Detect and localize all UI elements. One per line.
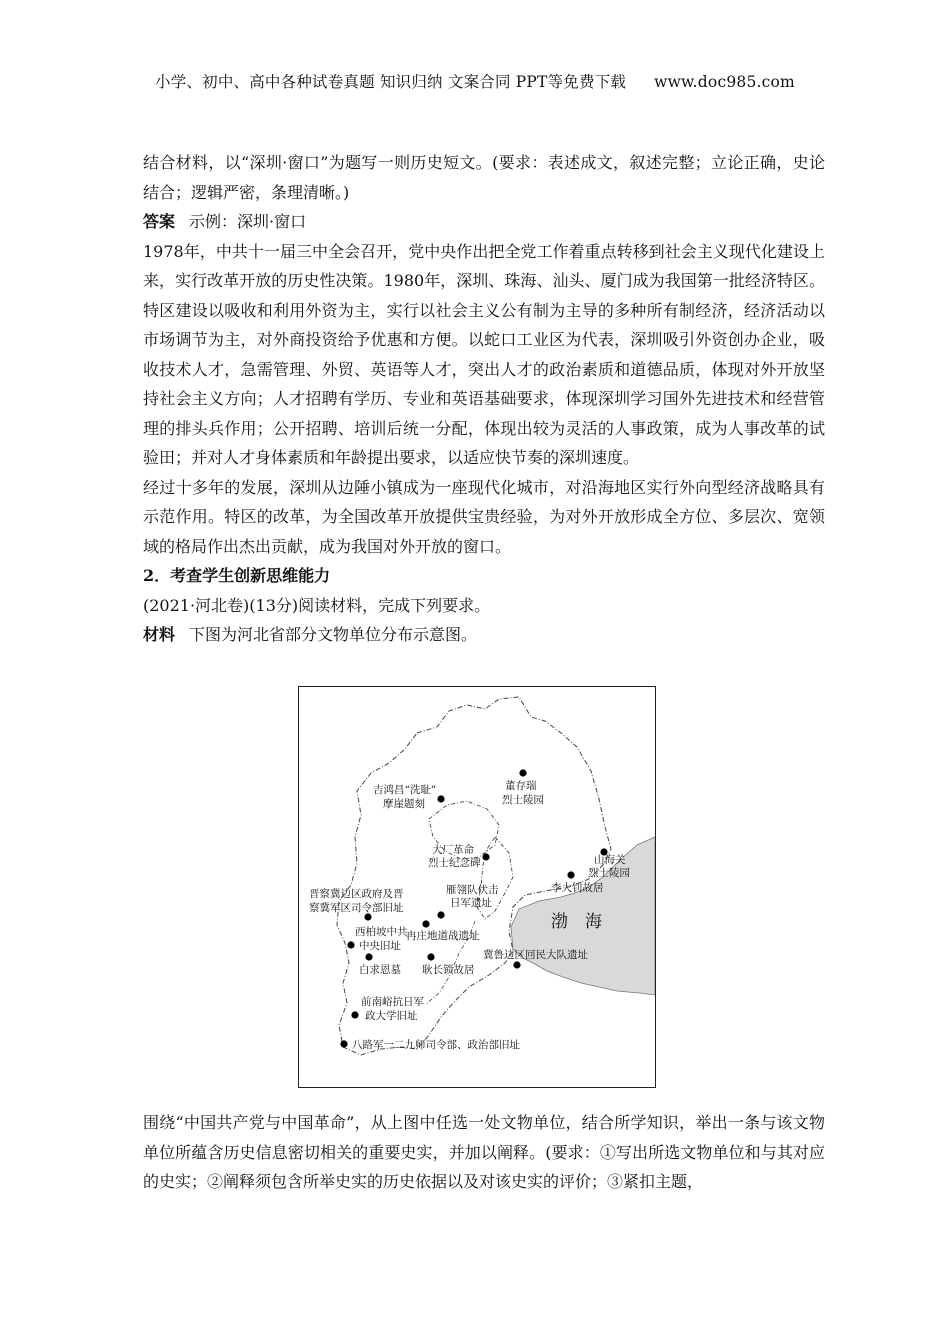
answer-line xyxy=(143,207,825,237)
material-label: 材料 xyxy=(143,625,176,644)
site-label: 吉鸿昌“洗耻” xyxy=(373,784,437,796)
site-label: 前南峪抗日军 xyxy=(361,996,424,1008)
site-label: 董存瑞 xyxy=(505,780,537,792)
site-label: 耿长锁故居 xyxy=(422,964,475,976)
material-line xyxy=(143,620,825,650)
site-label: 冉庄地道战遗址 xyxy=(406,930,480,942)
site-jincha[interactable] xyxy=(309,887,404,921)
question2-heading: 2．考查学生创新思维能力 xyxy=(143,566,331,585)
site-baiqiuen[interactable] xyxy=(359,953,401,976)
site-label: 日军遗址 xyxy=(450,897,492,909)
site-qiannanyu[interactable] xyxy=(351,995,424,1022)
site-yanling[interactable] xyxy=(437,883,499,919)
main-content xyxy=(143,148,825,650)
site-label: 政大学旧址 xyxy=(365,1010,418,1022)
site-label: 八路军一二九师司令部、政治部旧址 xyxy=(352,1039,520,1051)
site-balujun[interactable] xyxy=(340,1038,520,1051)
page-header xyxy=(0,70,950,92)
site-label: 雁翎队伏击 xyxy=(446,884,499,896)
question2-prompt: 围绕“中国共产党与中国革命”，从上图中任选一处文物单位，结合所学知识，举出一条与该文物单位所蕴含历史信息密切相关的重要史实，并加以阐释。(要求：①写出所选文物单位和与其对应的史实；②阐释须包含所举史实的历史依据以及对该史实的评价；③紧扣主题， xyxy=(143,1113,825,1191)
site-label: 大厂革命 xyxy=(432,844,474,856)
answer-title: 示例：深圳·窗口 xyxy=(189,212,307,231)
hebei-relics-map xyxy=(298,686,656,1088)
site-jihongchang[interactable] xyxy=(373,783,445,810)
site-label: 西柏坡中共 xyxy=(355,926,408,938)
site-label: 李大钊故居 xyxy=(551,882,604,894)
question1-prompt: 结合材料，以“深圳·窗口”为题写一则历史短文。(要求：表述成文，叙述完整；立论正确，史论结合；逻辑严密，条理清晰。) xyxy=(143,153,825,202)
answer-label: 答案 xyxy=(143,212,176,231)
material-text: 下图为河北省部分文物单位分布示意图。 xyxy=(189,625,478,644)
site-label: 烈士纪念碑 xyxy=(428,857,481,869)
question2-source: (2021·河北卷)(13分)阅读材料，完成下列要求。 xyxy=(143,595,491,615)
site-label: 烈士陵园 xyxy=(502,794,544,806)
site-label: 烈士陵园 xyxy=(588,867,630,879)
site-label: 白求恩墓 xyxy=(359,964,401,976)
header-url[interactable]: www.doc985.com xyxy=(654,73,795,91)
site-label: 晋察冀边区政府及晋 xyxy=(309,888,404,900)
site-label: 山海关 xyxy=(594,854,626,866)
site-dongcunrui[interactable] xyxy=(502,769,544,806)
site-label: 察冀军区司令部旧址 xyxy=(309,902,404,914)
site-gengchangsuo[interactable] xyxy=(422,953,475,976)
sea-label: 渤 海 xyxy=(551,912,602,932)
header-text: 小学、初中、高中各种试卷真题 知识归纳 文案合同 PPT等免费下载 xyxy=(155,73,627,91)
question2-prompt-block xyxy=(143,1108,825,1197)
site-label: 摩崖题刻 xyxy=(383,798,425,810)
site-label: 中央旧址 xyxy=(359,940,401,952)
map-svg xyxy=(299,687,655,1087)
site-xibaipo[interactable] xyxy=(347,925,408,952)
answer-paragraph-2: 经过十多年的发展，深圳从边陲小镇成为一座现代化城市，对沿海地区实行外向型经济战略具有示范作用。特区的改革，为全国改革开放提供宝贵经验，为对外开放形成全方位、多层次、宽领域的格局作出杰出贡献，成为我国对外开放的窗口。 xyxy=(143,477,825,556)
site-ranzhuang[interactable] xyxy=(406,920,480,942)
answer-paragraph-1: 1978年，中共十一届三中全会召开，党中央作出把全党工作着重点转移到社会主义现代化建设上来，实行改革开放的历史性决策。1980年，深圳、珠海、汕头、厦门成为我国第一批经济特区。特区建设以吸收和利用外资为主，实行以社会主义公有制为主导的多种所有制经济，经济活动以市场调节为主，对外商投资给予优惠和方便。以蛇口工业区为代表，深圳吸引外资创办企业，吸收技术人才，急需管理、外贸、英语等人才，突出人才的政治素质和道德品质，体现对外开放坚持社会主义方向；人才招聘有学历、专业和英语基础要求，体现深圳学习国外先进技术和经营管理的排头兵作用；公开招聘、培训后统一分配，体现出较为灵活的人事政策，成为人事改革的试验田；并对人才身体素质和年龄提出要求，以适应快节奏的深圳速度。 xyxy=(143,241,825,467)
site-label: 冀鲁边区回民大队遗址 xyxy=(483,949,588,961)
